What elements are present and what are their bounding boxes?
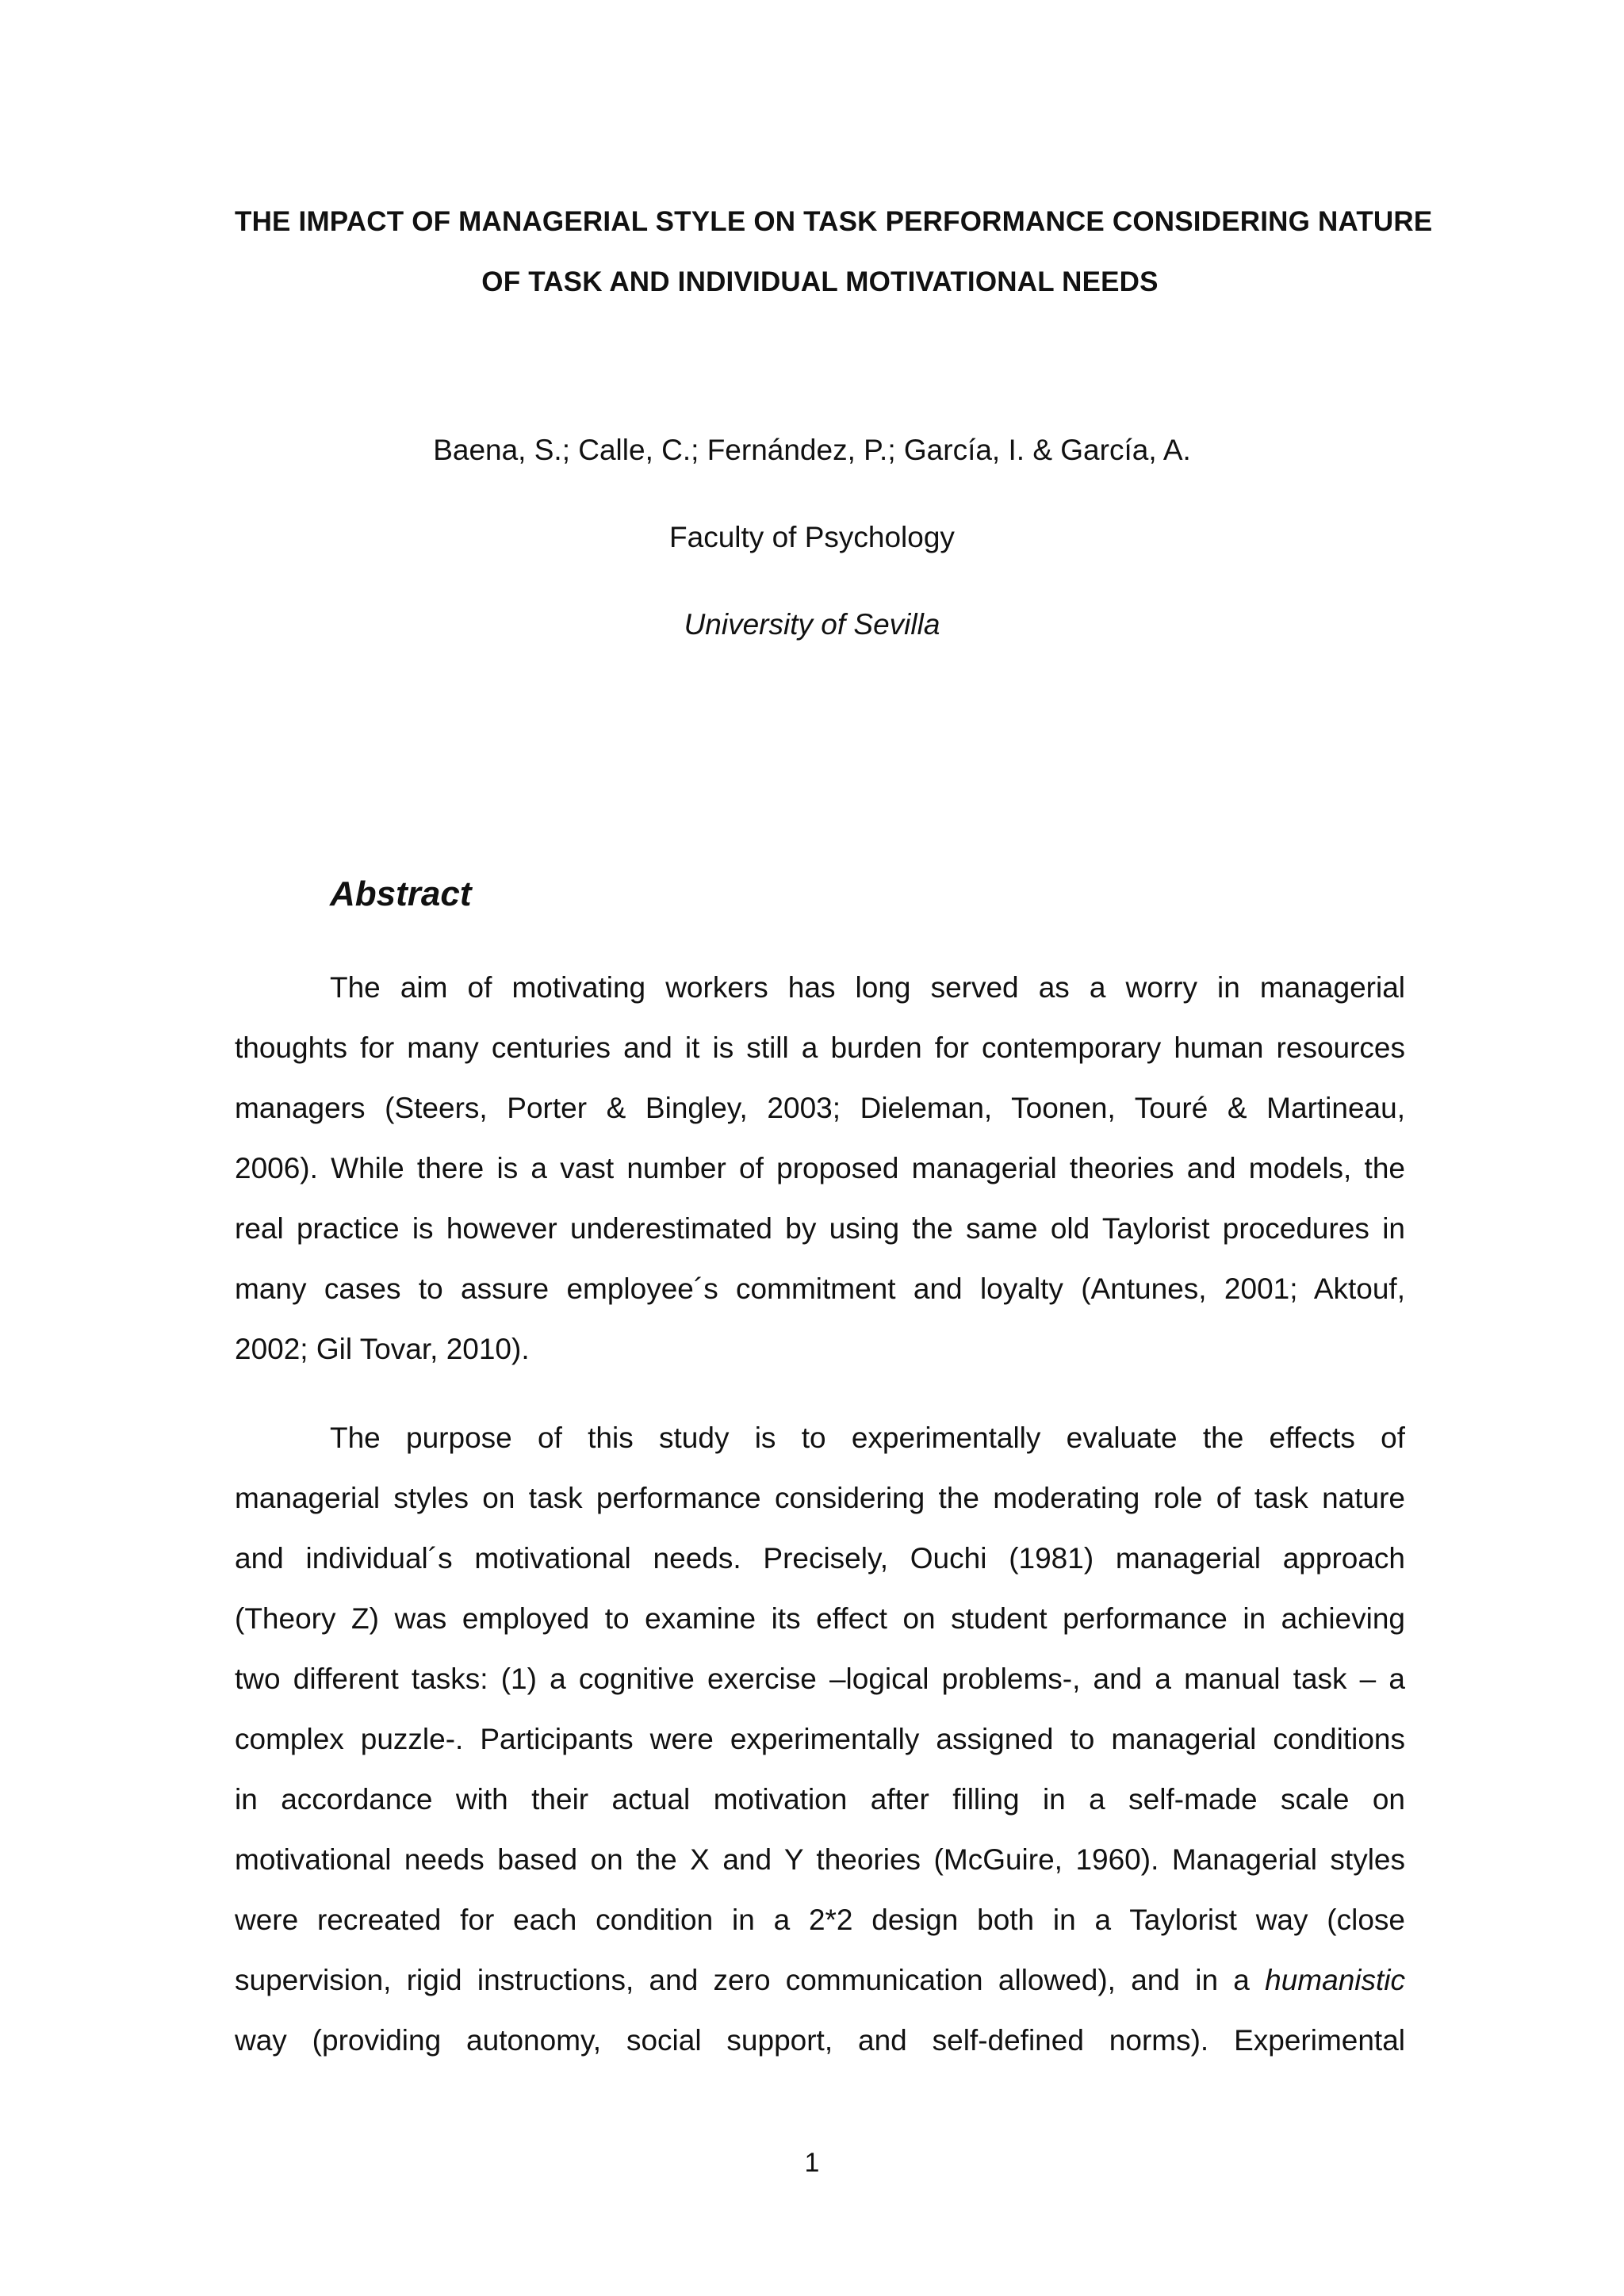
paragraph-line: The aim of motivating workers has long served as a worry in managerial [330,971,1405,1004]
paragraph-line: many cases to assure employee´s commitment and loyalty (Antunes, 2001; Aktouf, [235,1272,1405,1305]
faculty-name: Faculty of Psychology [669,521,955,553]
paragraph-line: two different tasks: (1) a cognitive exercise –logical problems-, and a manual task – a [235,1663,1405,1695]
paragraph-line-with-italic [235,1950,1405,2011]
page-number: 1 [804,2148,820,2178]
paragraph-line: motivational needs based on the X and Y theories (McGuire, 1960). Managerial styles [235,1843,1405,1876]
abstract-paragraph-2 [235,1408,1405,2071]
author-list: Baena, S.; Calle, C.; Fernández, P.; García, I. & García, A. [433,434,1191,466]
paragraph-line: in accordance with their actual motivation after filling in a self-made scale on [235,1783,1405,1816]
paragraph-line: The purpose of this study is to experimentally evaluate the effects of [330,1422,1405,1454]
title-line-2: OF TASK AND INDIVIDUAL MOTIVATIONAL NEEDS [481,266,1159,297]
paragraph-line: and individual´s motivational needs. Precisely, Ouchi (1981) managerial approach [235,1542,1405,1575]
paragraph-line: way (providing autonomy, social support, and self-defined norms). Experimental [235,2024,1405,2057]
abstract-heading: Abstract [330,874,472,913]
paragraph-line: thoughts for many centuries and it is still a burden for contemporary human resources [235,1031,1405,1064]
line-text: supervision, rigid instructions, and zero communication allowed), and in a [235,1964,1266,1996]
paragraph-line: complex puzzle-. Participants were experimentally assigned to managerial conditions [235,1723,1405,1755]
paragraph-line: 2002; Gil Tovar, 2010). [235,1333,530,1365]
paper-title [235,192,1433,312]
abstract-paragraph-1 [235,958,1405,1380]
paragraph-line: 2006). While there is a vast number of proposed managerial theories and models, the [235,1152,1405,1184]
paragraph-line: managerial styles on task performance considering the moderating role of task nature [235,1482,1405,1514]
title-line-1: THE IMPACT OF MANAGERIAL STYLE ON TASK PERFORMANCE CONSIDERING NATURE [235,206,1433,237]
paragraph-line: real practice is however underestimated by using the same old Taylorist procedures in [235,1212,1405,1245]
paragraph-line: (Theory Z) was employed to examine its effect on student performance in achieving [235,1602,1405,1635]
italic-word: humanistic [1265,1964,1405,1996]
paragraph-line: were recreated for each condition in a 2*2 design both in a Taylorist way (close [235,1904,1405,1936]
university-name: University of Sevilla [684,608,940,641]
paragraph-line: managers (Steers, Porter & Bingley, 2003; Dieleman, Toonen, Touré & Martineau, [235,1092,1405,1124]
